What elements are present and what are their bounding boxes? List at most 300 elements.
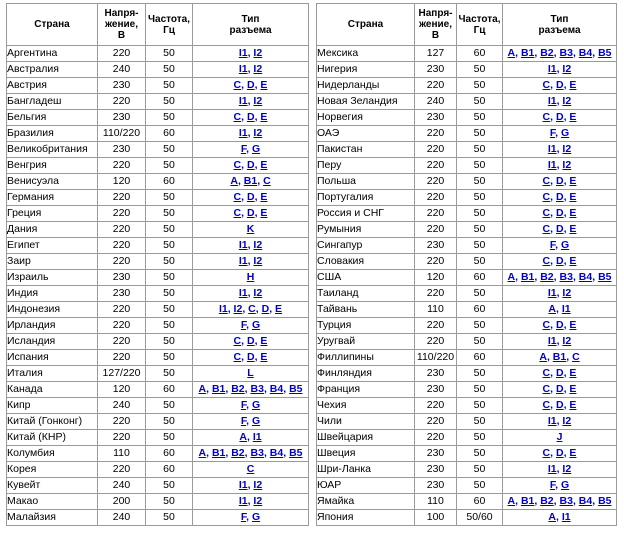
country-cell: Бангладеш	[7, 94, 98, 110]
plug-type-link[interactable]: I1	[547, 159, 557, 171]
plug-type-link[interactable]: I1	[238, 287, 248, 299]
plug-type-link[interactable]: E	[260, 207, 268, 219]
voltage-cell: 220	[98, 238, 146, 254]
frequency-cell: 50	[457, 158, 503, 174]
voltage-cell: 220	[98, 254, 146, 270]
plug-type-link[interactable]: I2	[253, 63, 263, 75]
plug-type-link[interactable]: E	[569, 175, 577, 187]
plug-type-link[interactable]: E	[260, 335, 268, 347]
plug-type-link[interactable]: I1	[547, 143, 557, 155]
plug-type-link[interactable]: E	[569, 79, 577, 91]
plug-type-cell	[503, 126, 617, 142]
plug-type-link[interactable]: D	[246, 335, 255, 347]
plug-type-link[interactable]: I1	[547, 95, 557, 107]
plug-type-cell	[503, 286, 617, 302]
plug-type-link[interactable]: C	[248, 303, 256, 315]
plug-type-link[interactable]: B5	[598, 495, 612, 507]
plug-type-link[interactable]: I2	[562, 143, 572, 155]
plug-type-link[interactable]: C	[542, 111, 551, 123]
plug-separator: ,	[246, 399, 252, 411]
plug-type-cell	[193, 414, 309, 430]
plug-type-link[interactable]: I2	[253, 287, 263, 299]
plug-type-link[interactable]: C	[542, 175, 551, 187]
plug-type-link[interactable]: D	[261, 303, 270, 315]
plug-type-link[interactable]: F	[240, 511, 247, 523]
plug-type-link[interactable]: E	[275, 303, 283, 315]
plug-separator: ,	[550, 447, 556, 459]
plug-type-link[interactable]: G	[560, 479, 570, 491]
plug-type-link[interactable]: A	[230, 175, 238, 187]
plug-type-link[interactable]: I2	[253, 495, 263, 507]
plug-type-link[interactable]: E	[569, 399, 577, 411]
plug-type-link[interactable]: J	[556, 431, 563, 443]
voltage-cell: 220	[415, 190, 457, 206]
country-cell: Италия	[7, 366, 98, 382]
plug-type-link[interactable]: I1	[561, 511, 571, 523]
plug-separator: ,	[247, 239, 254, 251]
plug-type-cell	[503, 478, 617, 494]
plug-type-link[interactable]: C	[542, 207, 551, 219]
plug-type-link[interactable]: B3	[559, 495, 573, 507]
plug-type-link[interactable]: H	[246, 271, 255, 283]
voltage-cell: 230	[415, 446, 457, 462]
table-row	[7, 350, 309, 366]
plug-type-link[interactable]: C	[233, 159, 242, 171]
plug-type-link[interactable]: I2	[562, 287, 572, 299]
plug-type-link[interactable]: C	[542, 383, 551, 395]
plug-type-cell	[193, 126, 309, 142]
plug-type-link[interactable]: I2	[562, 335, 572, 347]
plug-type-link[interactable]: C	[572, 351, 580, 363]
voltage-cell: 220	[98, 190, 146, 206]
frequency-cell: 50	[146, 430, 193, 446]
plug-type-link[interactable]: I2	[562, 95, 572, 107]
plug-type-link[interactable]: D	[246, 351, 255, 363]
plug-separator: ,	[556, 95, 563, 107]
frequency-cell: 50	[457, 62, 503, 78]
plug-type-link[interactable]: I1	[547, 415, 557, 427]
plug-type-link[interactable]: G	[251, 143, 261, 155]
plug-type-link[interactable]: A	[198, 447, 207, 459]
table-row	[7, 222, 309, 238]
plug-type-link[interactable]: B5	[598, 47, 612, 59]
plug-type-link[interactable]: F	[549, 479, 556, 491]
plug-type-link[interactable]: E	[260, 191, 268, 203]
country-cell: Испания	[7, 350, 98, 366]
table-body-left	[7, 46, 309, 526]
plug-type-link[interactable]: B4	[578, 495, 593, 507]
plug-separator: ,	[546, 351, 553, 363]
voltage-cell: 120	[98, 174, 146, 190]
plug-separator: ,	[246, 143, 252, 155]
plug-type-link[interactable]: I1	[238, 239, 248, 251]
voltage-cell: 220	[415, 206, 457, 222]
plug-type-link[interactable]: E	[569, 255, 577, 267]
plug-type-link[interactable]: B1	[520, 271, 535, 283]
frequency-cell: 50	[457, 110, 503, 126]
plug-type-link[interactable]: B2	[540, 47, 554, 59]
plug-type-link[interactable]: I2	[253, 127, 263, 139]
plug-type-link[interactable]: D	[555, 255, 564, 267]
plug-type-link[interactable]: I1	[252, 431, 262, 443]
plug-type-link[interactable]: I1	[238, 255, 248, 267]
plug-type-link[interactable]: D	[555, 79, 564, 91]
plug-type-cell	[503, 78, 617, 94]
country-cell: Египет	[7, 238, 98, 254]
plug-type-cell	[193, 62, 309, 78]
plug-type-link[interactable]: E	[569, 111, 577, 123]
plug-type-link[interactable]: D	[555, 399, 564, 411]
plug-type-link[interactable]: B1	[552, 351, 567, 363]
plug-type-cell	[503, 382, 617, 398]
plug-type-link[interactable]: B4	[269, 383, 284, 395]
plug-type-link[interactable]: B2	[540, 495, 554, 507]
plug-type-link[interactable]: I1	[218, 303, 228, 315]
plug-type-link[interactable]: E	[569, 207, 577, 219]
plug-type-link[interactable]: D	[555, 111, 564, 123]
header-frequency: Частота, Гц	[146, 4, 193, 46]
voltage-cell: 220	[415, 334, 457, 350]
plug-type-link[interactable]: E	[260, 159, 268, 171]
frequency-cell: 50	[146, 142, 193, 158]
country-cell: Ирландия	[7, 318, 98, 334]
voltage-cell: 220	[415, 398, 457, 414]
plug-type-link[interactable]: E	[569, 319, 577, 331]
plug-type-link[interactable]: C	[542, 399, 551, 411]
plug-type-link[interactable]: A	[507, 495, 516, 507]
plug-type-link[interactable]: F	[240, 143, 247, 155]
plug-separator: ,	[247, 63, 254, 75]
plug-type-link[interactable]: I2	[253, 47, 263, 59]
plug-type-link[interactable]: K	[246, 223, 255, 235]
country-cell: Колумбия	[7, 446, 98, 462]
plug-separator: ,	[254, 191, 261, 203]
table-row	[317, 414, 617, 430]
table-row	[317, 126, 617, 142]
plug-separator: ,	[556, 287, 563, 299]
plug-type-link[interactable]: B1	[211, 447, 226, 459]
table-row	[317, 446, 617, 462]
plug-separator: ,	[550, 367, 556, 379]
plug-type-link[interactable]: G	[560, 127, 570, 139]
plug-type-link[interactable]: I2	[562, 159, 572, 171]
plug-type-link[interactable]: B3	[250, 383, 264, 395]
country-cell: Румыния	[317, 222, 415, 238]
plug-type-link[interactable]: A	[548, 511, 556, 523]
plug-type-link[interactable]: E	[569, 383, 577, 395]
plug-type-cell	[503, 206, 617, 222]
plug-type-link[interactable]: F	[549, 239, 556, 251]
plug-type-cell	[503, 318, 617, 334]
frequency-cell: 60	[146, 382, 193, 398]
plug-type-link[interactable]: I1	[547, 335, 557, 347]
table-row	[317, 478, 617, 494]
plug-type-link[interactable]: B4	[578, 271, 593, 283]
country-cell: Кипр	[7, 398, 98, 414]
plug-type-link[interactable]: A	[539, 351, 547, 363]
plug-type-link[interactable]: I2	[253, 95, 263, 107]
plug-type-link[interactable]: G	[560, 239, 570, 251]
plug-type-link[interactable]: D	[246, 111, 255, 123]
table-row	[7, 142, 309, 158]
plug-type-cell	[193, 174, 309, 190]
voltage-cell: 220	[415, 286, 457, 302]
plug-type-link[interactable]: I1	[238, 63, 248, 75]
table-row	[317, 510, 617, 526]
plug-separator: ,	[563, 111, 570, 123]
header-frequency: Частота, Гц	[457, 4, 503, 46]
plug-separator: ,	[247, 95, 254, 107]
country-cell: Португалия	[317, 190, 415, 206]
plug-type-link[interactable]: C	[233, 79, 242, 91]
frequency-cell: 50	[457, 318, 503, 334]
plug-type-link[interactable]: D	[555, 191, 564, 203]
voltage-cell: 110/220	[98, 126, 146, 142]
plug-type-link[interactable]: D	[246, 79, 255, 91]
plug-type-link[interactable]: B4	[269, 447, 284, 459]
plug-type-link[interactable]: I1	[561, 303, 571, 315]
plug-type-link[interactable]: B3	[559, 271, 573, 283]
plug-type-link[interactable]: E	[260, 351, 268, 363]
plug-type-link[interactable]: C	[233, 335, 242, 347]
plug-type-link[interactable]: I1	[238, 95, 248, 107]
plug-type-link[interactable]: I1	[547, 63, 557, 75]
plug-separator: ,	[247, 479, 254, 491]
plug-type-link[interactable]: G	[251, 415, 261, 427]
plug-type-link[interactable]: A	[198, 383, 207, 395]
plug-separator: ,	[556, 159, 563, 171]
plug-type-link[interactable]: C	[542, 79, 551, 91]
plug-type-link[interactable]: E	[260, 79, 268, 91]
plug-type-link[interactable]: F	[240, 399, 247, 411]
plug-type-link[interactable]: D	[555, 223, 564, 235]
country-cell: Мексика	[317, 46, 415, 62]
plug-table-left	[6, 3, 309, 526]
plug-separator: ,	[550, 111, 556, 123]
plug-type-link[interactable]: C	[263, 175, 271, 187]
plug-type-link[interactable]: I2	[253, 479, 263, 491]
plug-type-link[interactable]: A	[239, 431, 247, 443]
plug-type-link[interactable]: D	[246, 207, 255, 219]
plug-type-link[interactable]: D	[555, 383, 564, 395]
plug-type-link[interactable]: I2	[233, 303, 243, 315]
plug-type-link[interactable]: E	[569, 447, 577, 459]
plug-type-link[interactable]: I1	[238, 479, 248, 491]
plug-type-link[interactable]: E	[260, 111, 268, 123]
frequency-cell: 60	[146, 462, 193, 478]
plug-type-link[interactable]: C	[233, 351, 242, 363]
frequency-cell: 50	[146, 286, 193, 302]
voltage-cell: 230	[98, 110, 146, 126]
plug-type-link[interactable]: D	[555, 447, 564, 459]
plug-separator: ,	[555, 479, 561, 491]
plug-type-link[interactable]: B2	[231, 383, 245, 395]
plug-separator: ,	[592, 495, 599, 507]
frequency-cell: 50	[457, 94, 503, 110]
plug-separator: ,	[553, 47, 560, 59]
voltage-cell: 220	[98, 222, 146, 238]
plug-type-link[interactable]: B2	[540, 271, 554, 283]
plug-separator: ,	[550, 79, 556, 91]
plug-type-link[interactable]: E	[569, 223, 577, 235]
plug-type-link[interactable]: B1	[520, 495, 535, 507]
plug-type-cell	[503, 110, 617, 126]
plug-type-link[interactable]: B1	[243, 175, 258, 187]
plug-type-link[interactable]: I2	[562, 63, 572, 75]
plug-type-link[interactable]: A	[548, 303, 556, 315]
country-cell: Турция	[317, 318, 415, 334]
plug-type-link[interactable]: I1	[238, 127, 248, 139]
plug-type-link[interactable]: B5	[598, 271, 612, 283]
plug-type-link[interactable]: I1	[238, 495, 248, 507]
plug-type-cell	[503, 398, 617, 414]
table-row	[7, 478, 309, 494]
plug-type-cell	[503, 142, 617, 158]
plug-type-link[interactable]: C	[542, 447, 551, 459]
plug-type-link[interactable]: E	[569, 367, 577, 379]
plug-separator: ,	[572, 271, 579, 283]
plug-type-link[interactable]: C	[542, 255, 551, 267]
plug-type-link[interactable]: B3	[250, 447, 264, 459]
country-cell: Греция	[7, 206, 98, 222]
voltage-cell: 220	[415, 414, 457, 430]
voltage-cell: 120	[98, 382, 146, 398]
plug-type-link[interactable]: C	[542, 367, 551, 379]
plug-type-link[interactable]: I1	[547, 287, 557, 299]
plug-type-link[interactable]: C	[542, 191, 551, 203]
plug-type-cell	[193, 286, 309, 302]
plug-type-link[interactable]: C	[246, 463, 255, 475]
plug-separator: ,	[563, 383, 570, 395]
plug-type-link[interactable]: D	[246, 159, 255, 171]
plug-type-link[interactable]: A	[507, 47, 516, 59]
table-row	[317, 430, 617, 446]
voltage-cell: 230	[98, 270, 146, 286]
plug-type-link[interactable]: E	[569, 191, 577, 203]
table-row	[317, 302, 617, 318]
plug-type-link[interactable]: B1	[211, 383, 226, 395]
plug-type-cell	[503, 158, 617, 174]
plug-separator: ,	[553, 271, 560, 283]
plug-separator: ,	[241, 79, 247, 91]
plug-type-link[interactable]: F	[549, 127, 556, 139]
plug-type-link[interactable]: I2	[562, 415, 572, 427]
country-cell: США	[317, 270, 415, 286]
plug-type-link[interactable]: G	[251, 319, 261, 331]
plug-type-link[interactable]: I2	[253, 239, 263, 251]
plug-type-link[interactable]: A	[507, 271, 516, 283]
plug-separator: ,	[555, 239, 561, 251]
plug-type-link[interactable]: B5	[289, 383, 303, 395]
voltage-cell: 110/220	[415, 350, 457, 366]
table-row	[7, 254, 309, 270]
plug-type-cell	[503, 190, 617, 206]
plug-type-link[interactable]: B1	[520, 47, 535, 59]
table-row	[7, 174, 309, 190]
plug-type-cell	[503, 238, 617, 254]
plug-type-link[interactable]: D	[555, 175, 564, 187]
plug-type-link[interactable]: I1	[547, 463, 557, 475]
frequency-cell: 60	[457, 494, 503, 510]
plug-type-link[interactable]: I1	[238, 47, 248, 59]
plug-separator: ,	[244, 383, 251, 395]
country-cell: Япония	[317, 510, 415, 526]
plug-type-cell	[503, 302, 617, 318]
table-row	[317, 494, 617, 510]
voltage-cell: 230	[415, 462, 457, 478]
voltage-cell: 220	[98, 350, 146, 366]
country-cell: Таиланд	[317, 286, 415, 302]
plug-type-link[interactable]: C	[542, 319, 551, 331]
plug-type-link[interactable]: C	[233, 111, 242, 123]
plug-separator: ,	[515, 47, 521, 59]
plug-separator: ,	[550, 383, 556, 395]
plug-type-cell	[503, 462, 617, 478]
plug-type-link[interactable]: D	[246, 191, 255, 203]
plug-separator: ,	[255, 303, 262, 315]
plug-type-cell	[193, 206, 309, 222]
voltage-cell: 240	[415, 94, 457, 110]
plug-type-link[interactable]: D	[555, 207, 564, 219]
plug-separator: ,	[247, 255, 254, 267]
country-cell: Израиль	[7, 270, 98, 286]
plug-type-link[interactable]: D	[555, 367, 564, 379]
frequency-cell: 50	[457, 174, 503, 190]
country-cell: Новая Зеландия	[317, 94, 415, 110]
plug-type-cell	[193, 366, 309, 382]
plug-type-cell	[193, 190, 309, 206]
frequency-cell: 50	[457, 126, 503, 142]
frequency-cell: 50	[457, 478, 503, 494]
plug-type-link[interactable]: B2	[231, 447, 245, 459]
voltage-cell: 240	[98, 478, 146, 494]
plug-type-link[interactable]: G	[251, 511, 261, 523]
country-cell: Польша	[317, 174, 415, 190]
plug-type-link[interactable]: F	[240, 415, 247, 427]
plug-separator: ,	[563, 319, 570, 331]
voltage-cell: 230	[98, 78, 146, 94]
table-row	[317, 78, 617, 94]
plug-type-cell	[193, 238, 309, 254]
plug-type-link[interactable]: B4	[578, 47, 593, 59]
header-country: Страна	[7, 4, 98, 46]
plug-separator: ,	[227, 303, 234, 315]
plug-type-link[interactable]: I2	[562, 463, 572, 475]
plug-type-link[interactable]: L	[247, 367, 254, 379]
plug-type-cell	[503, 430, 617, 446]
plug-type-link[interactable]: D	[555, 319, 564, 331]
plug-type-link[interactable]: B5	[289, 447, 303, 459]
plug-type-link[interactable]: G	[251, 399, 261, 411]
table-row	[317, 382, 617, 398]
table-row	[317, 222, 617, 238]
plug-separator: ,	[563, 399, 570, 411]
table-row	[317, 94, 617, 110]
plug-type-link[interactable]: I2	[253, 255, 263, 267]
country-cell: Чили	[317, 414, 415, 430]
table-row	[317, 318, 617, 334]
plug-type-link[interactable]: C	[542, 223, 551, 235]
frequency-cell: 50	[146, 62, 193, 78]
plug-type-link[interactable]: C	[233, 191, 242, 203]
table-row	[317, 334, 617, 350]
country-cell: ЮАР	[317, 478, 415, 494]
header-plug-type: Тип разъема	[193, 4, 309, 46]
plug-type-link[interactable]: F	[240, 319, 247, 331]
plug-type-link[interactable]: C	[233, 207, 242, 219]
plug-type-link[interactable]: B3	[559, 47, 573, 59]
plug-separator: ,	[550, 399, 556, 411]
